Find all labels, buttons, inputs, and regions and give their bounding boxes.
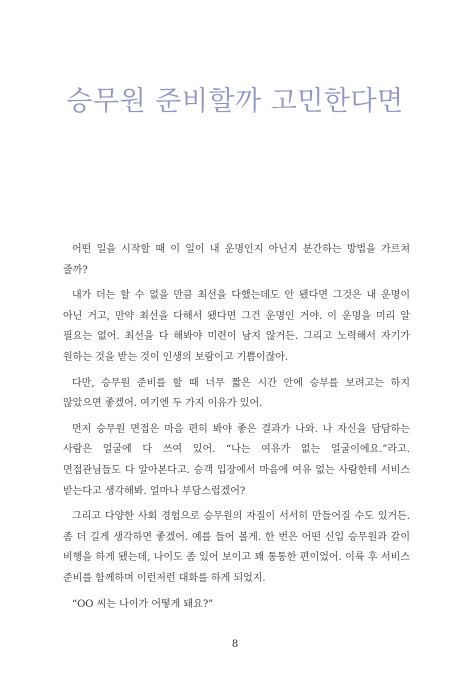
paragraph: 어떤 일을 시작할 때 이 일이 내 운명인지 아닌지 분간하는 방법을 가르쳐 줄까? [63, 244, 410, 276]
paragraph: 내가 더는 할 수 없을 만큼 최선을 다했는데도 안 됐다면 그것은 내 운명이 아닌 거고, 만약 최선을 다해서 됐다면 그건 운명인 거야. 이 운명을 미리 알 필요는 없어. 최선을 다 해봐야 미련이 남지 않거든. 그리고 노력해서 자기가 원하는 것을 받는 것이 인생의 보람이고 기쁨이잖아. [63, 290, 410, 363]
body-text [63, 240, 410, 620]
paragraph: 그리고 다양한 사회 경험으로 승무원의 자질이 서서히 만들어질 수도 있거든. 좀 더 길게 생각하면 좋겠어. 예를 들어 볼게. 한 번은 어떤 신입 승무원과 같이 비행을 하게 됐는데, 나이도 좀 있어 보이고 꽤 통통한 편이었어. 이륙 후 서비스 준비를 함께하며 이런저런 대화를 하게 되었지. [63, 511, 410, 584]
paragraph: 먼저 승무원 면접은 마음 편히 봐야 좋은 결과가 나와. 나 자신을 담담하는 사람은 얼굴에 다 쓰여 있어. “나는 여유가 없는 얼굴이에요.”라고. 면접관님들도 다 알아본다고. 승객 입장에서 마음에 여유 없는 사람한테 서비스 받는다고 생각해봐. 얼마나 부담스럽겠어? [63, 423, 410, 497]
chapter-title: 승무원 준비할까 고민한다면 [66, 86, 404, 117]
paragraph: 다만, 승무원 준비를 할 때 너무 짧은 시간 안에 승부를 보려고는 하지 않았으면 좋겠어. 여기엔 두 가지 이유가 있어. [63, 377, 410, 410]
page-number: 8 [231, 639, 239, 650]
paragraph: “OO 씨는 나이가 어떻게 돼요?” [72, 598, 214, 610]
